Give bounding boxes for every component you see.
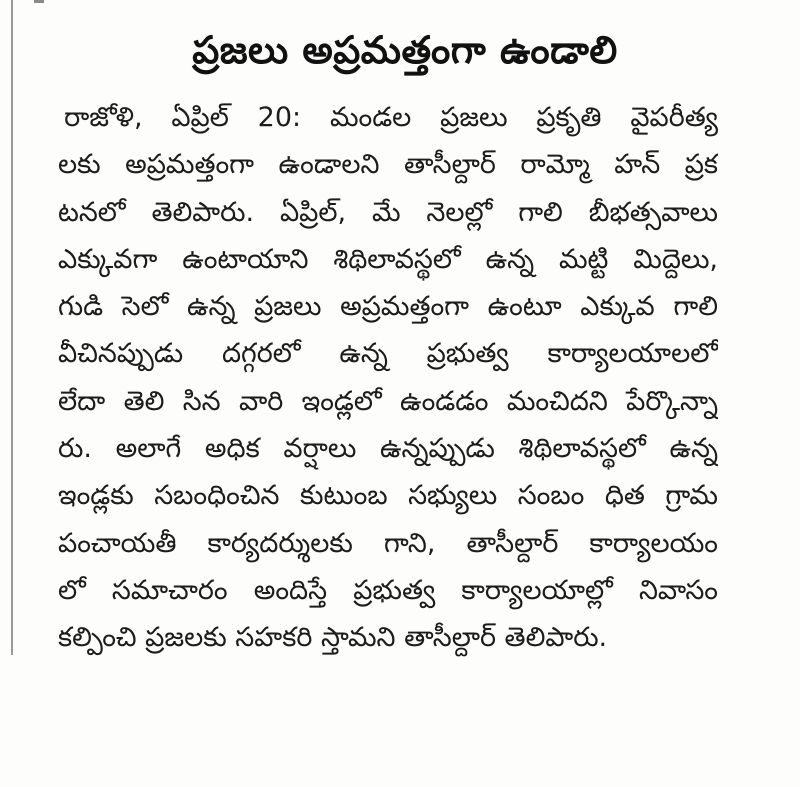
article-line: ఎక్కువగా ఉంటాయాని శిథిలావస్థలో ఉన్న మట్టి మిద్దెలు,: [58, 243, 718, 275]
article-line: కల్పించి ప్రజలకు సహకరి స్తామని తాసీల్దార్ తెలిపారు.: [58, 622, 608, 654]
article-line: రు. అలాగే అధిక వర్షాలు ఉన్నప్పుడు శిథిలావస్థలో ఉన్న: [58, 433, 718, 465]
article-body: [58, 94, 718, 662]
article-line: టనలో తెలిపారు. ఏప్రిల్, మే నెలల్లో గాలి బీభత్సవాలు: [58, 196, 718, 228]
article-line: లేదా తెలి సిన వారి ఇండ్లలో ఉండడం మంచిదని పేర్కొన్నా: [58, 385, 718, 417]
top-edge-mark: [34, 0, 44, 3]
column-divider-line: [11, 0, 13, 655]
article-line: పంచాయతీ కార్యదర్శులకు గాని, తాసీల్దార్ కార్యాలయం: [58, 527, 718, 559]
article-line: వీచినప్పుడు దగ్గరలో ఉన్న ప్రభుత్వ కార్యాలయాలలో: [58, 338, 718, 370]
article-line: ఇండ్లకు సబంధించిన కుటుంబ సభ్యులు సంబం ధిత గ్రామ: [58, 480, 718, 512]
article-headline: ప్రజలు అప్రమత్తంగా ఉండాలి: [192, 28, 618, 72]
article-line: లో సమాచారం అందిస్తే ప్రభుత్వ కార్యాలయాల్లో నివాసం: [58, 574, 718, 606]
article-line: రాజోళి, ఏప్రిల్ 20: మండల ప్రజలు ప్రకృతి వైపరీత్య: [64, 102, 718, 133]
article-line: లకు అప్రమత్తంగా ఉండాలని తాసీల్దార్ రామ్మో హన్ ప్రక: [58, 149, 718, 181]
article-line: గుడి సెలో ఉన్న ప్రజలు అప్రమత్తంగా ఉంటూ ఎక్కువ గాలి: [58, 291, 718, 323]
